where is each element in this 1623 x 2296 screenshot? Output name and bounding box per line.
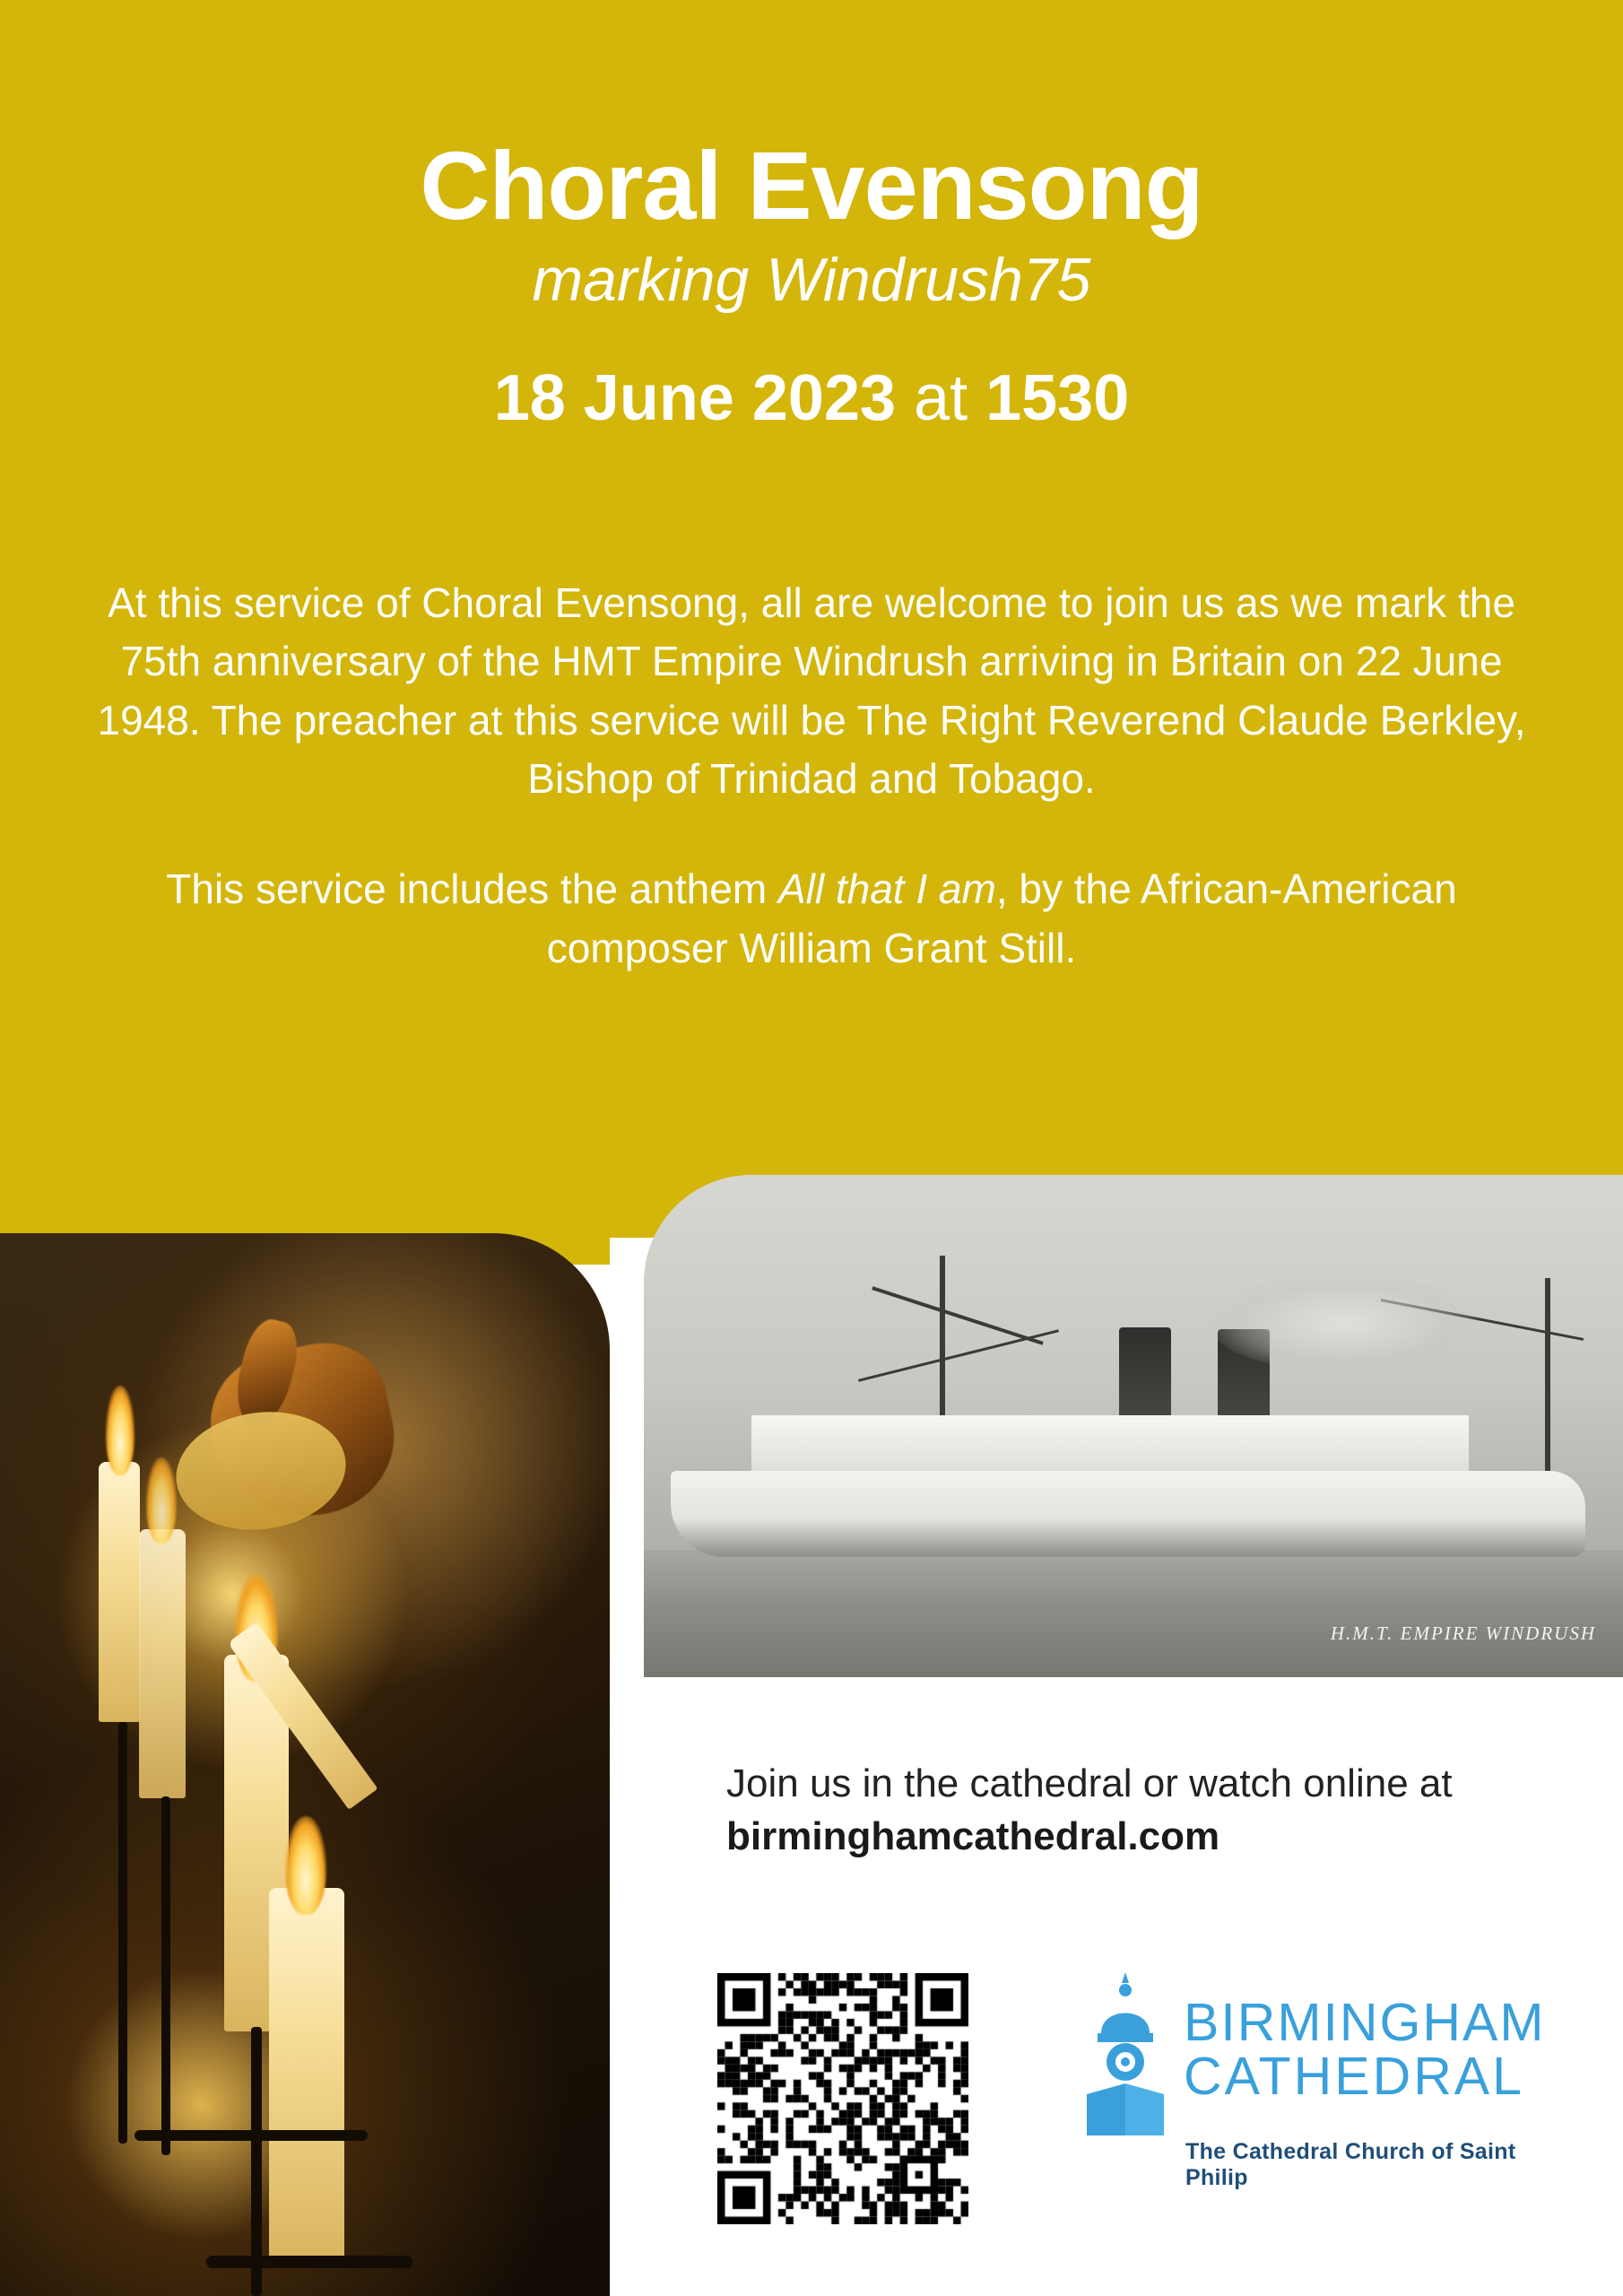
website-url[interactable]: birminghamcathedral.com: [726, 1813, 1220, 1858]
logo-wordmark: [1184, 1993, 1546, 2107]
logo-line-1: BIRMINGHAM: [1184, 1993, 1546, 2052]
paragraph-service-description: At this service of Choral Evensong, all are welcome to join us as we mark the 75th anniversary of the HMT Empire Windrush arriving in Britain on 22 June 1948. The preacher at this service will be The Right Reverend Claude Berkley, Bishop of Trinidad and Tobago.: [97, 579, 1526, 802]
logo-strapline: The Cathedral Church of Saint Philip: [1185, 2139, 1516, 2190]
ship-photo: [644, 1175, 1623, 1677]
qr-code[interactable]: [717, 1973, 968, 2224]
paragraph-anthem: [85, 860, 1538, 978]
candle-stand: [118, 1722, 127, 2144]
candle-shape-front: [269, 1888, 344, 2265]
rigging-shape: [872, 1286, 1043, 1345]
candle-shape: [139, 1529, 186, 1798]
body-copy: [85, 574, 1538, 978]
cathedral-logo: [1049, 1960, 1569, 2238]
logo-line-2: CATHEDRAL: [1184, 2047, 1524, 2107]
cathedral-dome-icon: [1067, 1969, 1184, 2139]
candle-stand-base: [206, 2256, 412, 2268]
event-time: 1530: [985, 362, 1130, 435]
flame-shape: [106, 1386, 135, 1475]
page-title: Choral Evensong: [420, 131, 1203, 239]
candle-stand-base: [135, 2130, 368, 2141]
superstructure-shape: [751, 1415, 1469, 1478]
mast-shape: [1545, 1278, 1550, 1471]
join-line-text: Join us in the cathedral or watch online at: [726, 1761, 1453, 1805]
candle-shape: [99, 1462, 140, 1722]
anthem-text-before: This service includes the anthem: [166, 865, 778, 913]
candle-stand: [161, 1796, 170, 2155]
ship-photo-caption: H.M.T. EMPIRE WINDRUSH: [1330, 1622, 1596, 1644]
water-shape: [644, 1550, 1623, 1677]
anthem-text-after: , by the African-American composer William Grant Still.: [546, 865, 1457, 971]
anthem-title: All that I am: [777, 865, 996, 913]
join-info: [726, 1758, 1587, 1864]
event-datetime: [0, 361, 1623, 435]
hull-shape: [671, 1471, 1585, 1557]
title-block: [0, 131, 1623, 435]
candle-photo: [0, 1233, 610, 2296]
smoke-shape: [1209, 1274, 1478, 1372]
rigging-shape: [858, 1329, 1059, 1382]
flame-shape-front: [285, 1816, 326, 1915]
page-subtitle: marking Windrush75: [532, 246, 1091, 315]
event-date-separator: at: [896, 362, 986, 435]
event-date: 18 June 2023: [493, 362, 897, 435]
flame-shape: [146, 1457, 177, 1544]
